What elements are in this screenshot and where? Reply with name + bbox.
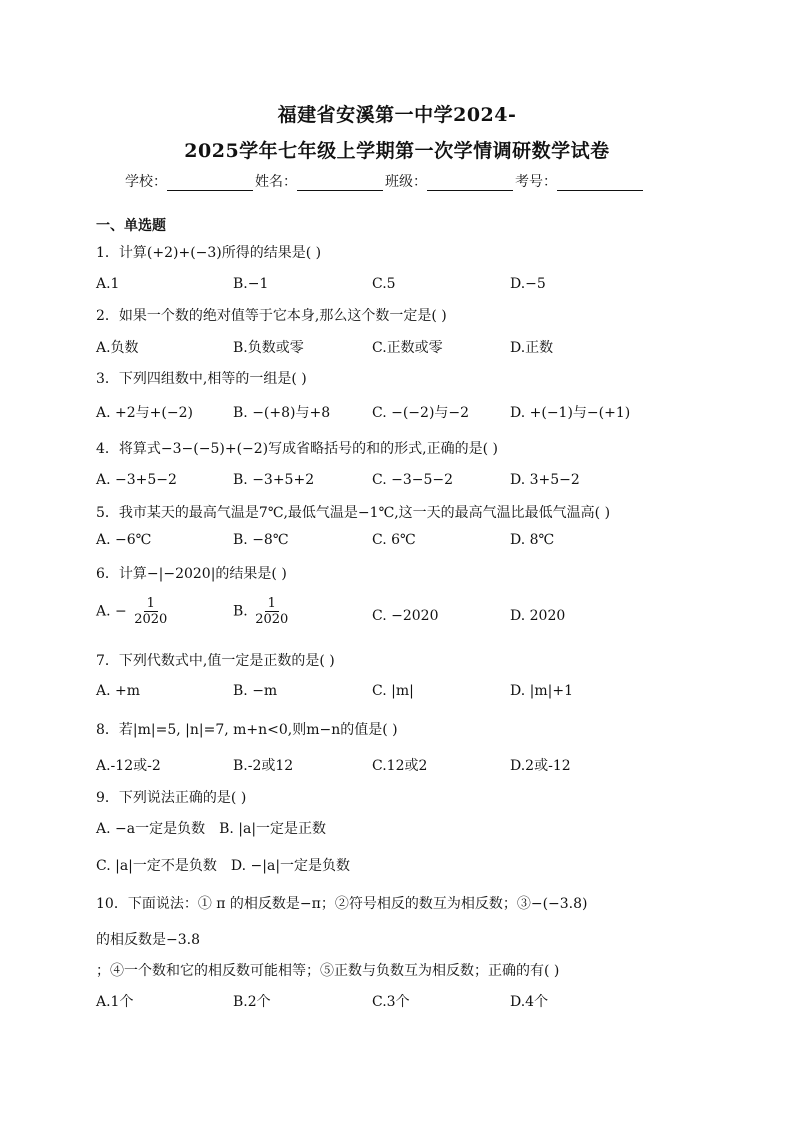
- question-10-stem-line1: 10．下面说法：① π 的相反数是−π；②符号相反的数互为相反数；③−(−3.8): [96, 896, 588, 912]
- class-label: 班级：: [385, 174, 427, 190]
- option-c: C.12或2: [372, 758, 428, 774]
- class-field: [385, 171, 515, 191]
- number-field: [515, 171, 645, 191]
- option-b: B. −8℃: [233, 532, 289, 548]
- option-c: C. |m|: [372, 683, 414, 699]
- option-b: [233, 596, 291, 627]
- option-c: C. −3−5−2: [372, 472, 454, 488]
- option-b: B. −(+8)与+8: [233, 405, 331, 421]
- option-d: D. 2020: [510, 608, 566, 624]
- name-label: 姓名：: [255, 174, 297, 190]
- fraction-numerator: 1: [265, 596, 279, 612]
- option-b-fraction: [252, 596, 291, 627]
- option-a-fraction: [131, 596, 170, 627]
- option-b-label: B.: [233, 603, 248, 620]
- question-8-stem: 8．若|m|=5, |n|=7, m+n<0,则m−n的值是( ): [96, 722, 398, 738]
- question-6-options: [96, 596, 716, 636]
- option-b: B.-2或12: [233, 758, 294, 774]
- option-d: D.4个: [510, 994, 549, 1010]
- option-c: C. −2020: [372, 608, 439, 624]
- question-9-options-line1: A. −a一定是负数 B. |a|一定是正数: [96, 821, 327, 837]
- option-b: B.负数或零: [233, 340, 304, 356]
- section-heading: 一、单选题: [96, 218, 166, 234]
- question-3-stem: 3．下列四组数中,相等的一组是( ): [96, 371, 307, 387]
- question-9-options-line2: C. |a|一定不是负数 D. −|a|一定是负数: [96, 858, 351, 874]
- option-d: D.正数: [510, 340, 554, 356]
- name-field: [255, 171, 385, 191]
- option-b: B. −m: [233, 683, 278, 699]
- school-label: 学校：: [125, 174, 167, 190]
- fraction-denominator: 2020: [255, 612, 289, 627]
- fraction-numerator: 1: [144, 596, 158, 612]
- option-d: D.2或-12: [510, 758, 571, 774]
- school-field: [125, 171, 255, 191]
- option-a-sign: −: [115, 603, 127, 620]
- option-d: D. +(−1)与−(+1): [510, 405, 631, 421]
- class-blank: [427, 176, 513, 191]
- exam-title-line2: 2025学年七年级上学期第一次学情调研数学试卷: [184, 140, 610, 162]
- number-label: 考号：: [515, 174, 557, 190]
- option-c: C.正数或零: [372, 340, 443, 356]
- exam-title-line1: 福建省安溪第一中学2024-: [277, 104, 517, 126]
- question-10-stem-line3: ；④一个数和它的相反数可能相等；⑤正数与负数互为相反数；正确的有( ): [96, 963, 560, 979]
- question-10-stem-line2: 的相反数是−3.8: [96, 932, 200, 948]
- option-c: C.5: [372, 276, 396, 292]
- option-a: A. −3+5−2: [96, 472, 177, 488]
- fraction-denominator: 2020: [134, 612, 168, 627]
- option-c: C. 6℃: [372, 532, 416, 548]
- option-d: D. 8℃: [510, 532, 555, 548]
- option-c: C. −(−2)与−2: [372, 405, 470, 421]
- question-7-stem: 7．下列代数式中,值一定是正数的是( ): [96, 653, 335, 669]
- question-2-stem: 2．如果一个数的绝对值等于它本身,那么这个数一定是( ): [96, 308, 447, 324]
- question-6-stem: 6．计算−|−2020|的结果是( ): [96, 566, 287, 582]
- student-info-row: [125, 171, 685, 191]
- question-1-stem: 1．计算(+2)+(−3)所得的结果是( ): [96, 245, 322, 261]
- option-a-label: A.: [96, 603, 111, 620]
- option-a: A.1个: [96, 994, 134, 1010]
- option-d: D.−5: [510, 276, 546, 292]
- option-b: B.2个: [233, 994, 271, 1010]
- option-a: [96, 596, 170, 627]
- option-c: C.3个: [372, 994, 410, 1010]
- option-a: A. −6℃: [96, 532, 152, 548]
- option-d: D. |m|+1: [510, 683, 573, 699]
- option-b: B. −3+5+2: [233, 472, 315, 488]
- school-blank: [167, 176, 253, 191]
- option-b: B.−1: [233, 276, 269, 292]
- number-blank: [557, 176, 643, 191]
- name-blank: [297, 176, 383, 191]
- option-a: A.1: [96, 276, 120, 292]
- option-a: A.-12或-2: [96, 758, 161, 774]
- question-5-stem: 5．我市某天的最高气温是7℃,最低气温是−1℃,这一天的最高气温比最低气温高( ): [96, 505, 611, 521]
- question-9-stem: 9．下列说法正确的是( ): [96, 790, 247, 806]
- option-d: D. 3+5−2: [510, 472, 580, 488]
- question-4-stem: 4．将算式−3−(−5)+(−2)写成省略括号的和的形式,正确的是( ): [96, 441, 498, 457]
- option-a: A. +m: [96, 683, 141, 699]
- option-a: A. +2与+(−2): [96, 405, 193, 421]
- option-a: A.负数: [96, 340, 139, 356]
